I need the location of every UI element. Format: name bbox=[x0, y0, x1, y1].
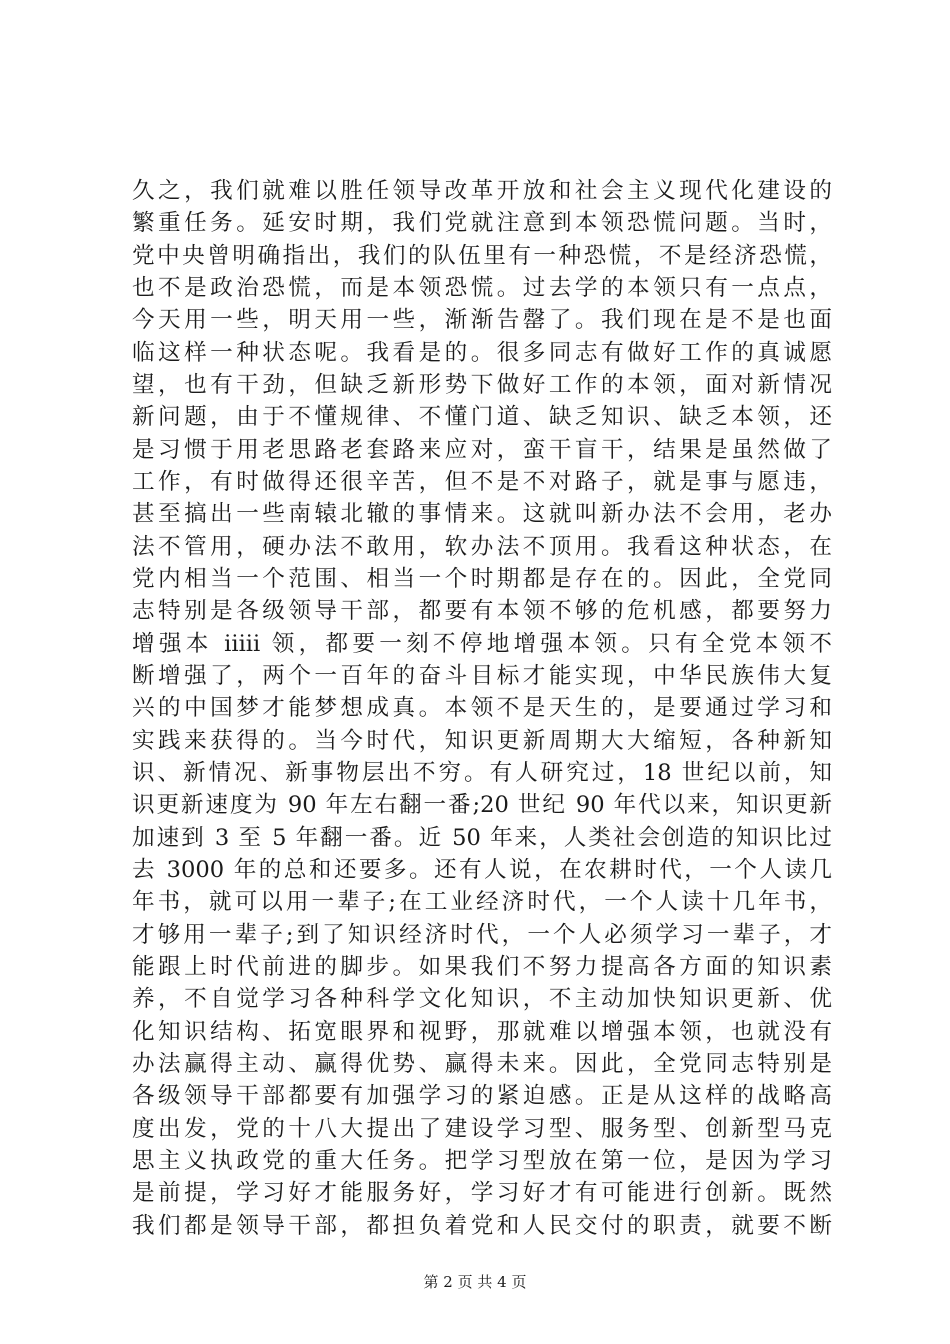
text-line: 养，不自觉学习各种科学文化知识，不主动加快知识更新、优 bbox=[132, 986, 832, 1013]
text-line: 去 3000 年的总和还要多。还有人说，在农耕时代，一个人读几 bbox=[132, 856, 832, 883]
text-line: 新问题，由于不懂规律、不懂门道、缺乏知识、缺乏本领，还 bbox=[132, 404, 832, 431]
text-line: 也不是政治恐慌，而是本领恐慌。过去学的本领只有一点点， bbox=[132, 274, 832, 301]
text-line: 工作，有时做得还很辛苦，但不是不对路子，就是事与愿违， bbox=[132, 468, 832, 495]
text-line: 思主义执政党的重大任务。把学习型放在第一位，是因为学习 bbox=[132, 1147, 832, 1174]
text-line: 党中央曾明确指出，我们的队伍里有一种恐慌，不是经济恐慌， bbox=[132, 242, 832, 269]
text-line: 法不管用，硬办法不敢用，软办法不顶用。我看这种状态，在 bbox=[132, 533, 832, 560]
text-line: 今天用一些，明天用一些，渐渐告罄了。我们现在是不是也面 bbox=[132, 307, 832, 334]
text-line: 是习惯于用老思路老套路来应对，蛮干盲干，结果是虽然做了 bbox=[132, 436, 832, 463]
text-line: 才够用一辈子;到了知识经济时代，一个人必须学习一辈子，才 bbox=[132, 921, 832, 948]
text-line: 年书，就可以用一辈子;在工业经济时代，一个人读十几年书， bbox=[132, 889, 832, 916]
text-line: 是前提，学习好才能服务好，学习好才有可能进行创新。既然 bbox=[132, 1180, 832, 1207]
text-line: 增强本 iiiii 领，都要一刻不停地增强本领。只有全党本领不 bbox=[132, 630, 832, 657]
text-line: 党内相当一个范围、相当一个时期都是存在的。因此，全党同 bbox=[132, 565, 832, 592]
text-line: 实践来获得的。当今时代，知识更新周期大大缩短，各种新知 bbox=[132, 727, 832, 754]
text-line: 断增强了，两个一百年的奋斗目标才能实现，中华民族伟大复 bbox=[132, 662, 832, 689]
text-line: 能跟上时代前进的脚步。如果我们不努力提高各方面的知识素 bbox=[132, 953, 832, 980]
text-line: 望，也有干劲，但缺乏新形势下做好工作的本领，面对新情况 bbox=[132, 371, 832, 398]
text-line: 加速到 3 至 5 年翻一番。近 50 年来，人类社会创造的知识比过 bbox=[132, 824, 832, 851]
text-line: 久之，我们就难以胜任领导改革开放和社会主义现代化建设的 bbox=[132, 178, 832, 204]
text-line: 各级领导干部都要有加强学习的紧迫感。正是从这样的战略高 bbox=[132, 1083, 832, 1110]
page-number-footer: 第 2 页 共 4 页 bbox=[423, 1273, 527, 1291]
text-line: 甚至搞出一些南辕北辙的事情来。这就叫新办法不会用，老办 bbox=[132, 501, 832, 528]
text-line: 临这样一种状态呢。我看是的。很多同志有做好工作的真诚愿 bbox=[132, 339, 832, 366]
text-line: 度出发，党的十八大提出了建设学习型、服务型、创新型马克 bbox=[132, 1115, 832, 1142]
body-paragraph bbox=[132, 175, 832, 1242]
text-line: 识更新速度为 90 年左右翻一番;20 世纪 90 年代以来，知识更新 bbox=[132, 792, 832, 819]
text-line: 我们都是领导干部，都担负着党和人民交付的职责，就要不断 bbox=[132, 1212, 832, 1239]
text-line: 化知识结构、拓宽眼界和视野，那就难以增强本领，也就没有 bbox=[132, 1018, 832, 1045]
text-line: 志特别是各级领导干部，都要有本领不够的危机感，都要努力 bbox=[132, 598, 832, 625]
text-line: 兴的中国梦才能梦想成真。本领不是天生的，是要通过学习和 bbox=[132, 695, 832, 722]
text-line: 繁重任务。延安时期，我们党就注意到本领恐慌问题。当时， bbox=[132, 210, 832, 237]
text-line: 办法赢得主动、赢得优势、赢得未来。因此，全党同志特别是 bbox=[132, 1050, 832, 1077]
text-line: 识、新情况、新事物层出不穷。有人研究过，18 世纪以前，知 bbox=[132, 759, 832, 786]
